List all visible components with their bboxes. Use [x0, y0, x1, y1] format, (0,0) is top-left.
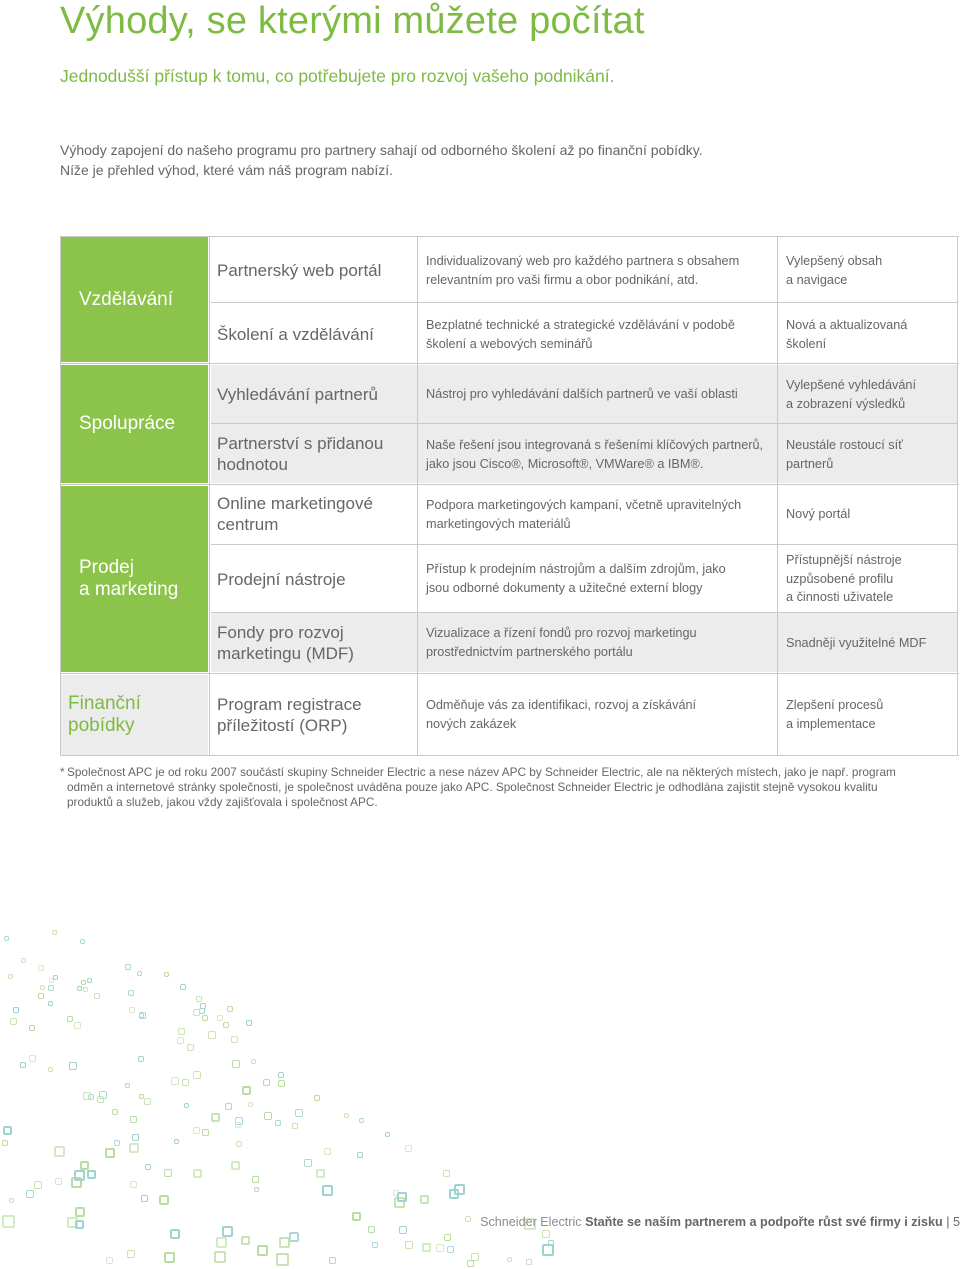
decorative-dot [77, 986, 82, 991]
decorative-dot [180, 984, 186, 990]
text-line: centrum [217, 515, 279, 534]
decorative-dot [542, 1244, 554, 1256]
text-line: marketingových materiálů [426, 516, 571, 531]
feature-improvement [786, 376, 956, 413]
decorative-dot [193, 1071, 201, 1079]
decorative-dot [214, 1251, 226, 1263]
intro-text [60, 140, 800, 180]
decorative-dot [199, 1008, 205, 1014]
decorative-dot [177, 1037, 184, 1044]
text-line: Odměňuje vás za identifikaci, rozvoj a získávání [426, 698, 697, 712]
decorative-dot [128, 990, 134, 996]
feature-improvement [786, 316, 956, 353]
decorative-dot [223, 1022, 229, 1028]
decorative-dot [324, 1148, 331, 1155]
feature-description [426, 316, 771, 353]
decorative-dot [99, 1091, 107, 1099]
decorative-dot [507, 1257, 512, 1262]
decorative-dot [187, 1044, 194, 1051]
decorative-dot [467, 1260, 474, 1267]
decorative-dot [74, 1022, 81, 1029]
text-line: a zobrazení výsledků [786, 396, 906, 411]
decorative-dot [4, 936, 9, 941]
text-line: marketingu (MDF) [217, 644, 354, 663]
decorative-dot [3, 1126, 12, 1135]
decorative-dot [26, 1190, 34, 1198]
text-line: Nová a aktualizovaná [786, 318, 908, 332]
decorative-dot [144, 1098, 151, 1105]
decorative-dot [278, 1080, 285, 1087]
decorative-dot [87, 978, 92, 983]
decorative-dot [164, 1252, 175, 1263]
category-vzdelavani: Vzdělávání [79, 289, 174, 310]
feature-description [426, 560, 771, 597]
decorative-dot [164, 972, 169, 977]
decorative-dot [344, 1113, 349, 1118]
decorative-dot [246, 1020, 252, 1026]
decorative-dot [48, 1001, 53, 1006]
table-divider [211, 423, 958, 424]
decorative-dot [171, 1077, 179, 1085]
page-title: Výhody, se kterými můžete počítat [60, 0, 645, 42]
feature-description [426, 252, 771, 289]
feature-name [217, 622, 407, 664]
category-line: pobídky [68, 715, 135, 736]
table-divider [211, 302, 958, 303]
text-line: Vylepšené vyhledávání [786, 378, 917, 392]
decorative-dot [182, 1079, 189, 1086]
table-divider [211, 544, 958, 545]
decorative-dot [465, 1216, 471, 1222]
page-number: 5 [952, 1215, 960, 1229]
feature-improvement [786, 551, 956, 607]
decorative-dot [184, 1103, 189, 1108]
decorative-dot [329, 1257, 336, 1264]
table-divider [60, 236, 61, 756]
decorative-dot [9, 1198, 14, 1203]
decorative-dot [21, 958, 26, 963]
decorative-dot [54, 1146, 65, 1157]
decorative-dot [38, 993, 44, 999]
decorative-dot [48, 1067, 53, 1072]
feature-name: Partnerský web portál [217, 261, 382, 280]
decorative-dot [125, 964, 131, 970]
text-line: školení [786, 336, 827, 351]
decorative-dot [254, 1187, 259, 1192]
text-line: Vylepšený obsah [786, 254, 883, 268]
decorative-dot [526, 1259, 532, 1265]
decorative-dot [292, 1123, 298, 1129]
text-line: jsou odborné dokumenty a užitečné externí blogy [426, 580, 703, 595]
decorative-dot [83, 987, 88, 992]
footnote-line: produktů a služeb, jakou vždy zajišťovala i společnost APC. [67, 795, 378, 809]
decorative-dot [289, 1232, 299, 1242]
intro-line: Výhody zapojení do našeho programu pro partnery sahají od odborného školení až po finanční pobídky. [60, 142, 703, 158]
decorative-dot [94, 993, 100, 999]
decorative-dot [359, 1118, 364, 1123]
decorative-dot [202, 1129, 209, 1136]
feature-name [217, 493, 407, 535]
text-line: Program registrace [217, 695, 362, 714]
feature-description [426, 385, 771, 404]
decorative-dot [227, 1006, 233, 1012]
feature-improvement [786, 252, 956, 289]
category-line: Finanční [68, 693, 141, 714]
decorative-dot [29, 1025, 35, 1031]
text-line: Online marketingové [217, 494, 373, 513]
decorative-dot [2, 1215, 15, 1228]
text-line: Nový portál [786, 507, 851, 521]
decorative-dot [106, 1257, 113, 1264]
decorative-dot [278, 1072, 284, 1078]
decorative-dot [420, 1195, 429, 1204]
decorative-dot [222, 1226, 233, 1237]
decorative-dot [357, 1152, 363, 1158]
decorative-dot [405, 1145, 412, 1152]
decorative-dot [193, 1009, 200, 1016]
decorative-dot [225, 1103, 232, 1110]
text-line: Nástroj pro vyhledávání dalších partnerů ve vaší oblasti [426, 387, 738, 401]
decorative-dot [80, 939, 85, 944]
decorative-dot [164, 1169, 172, 1177]
decorative-dot [397, 1192, 407, 1202]
decorative-dot [10, 1018, 17, 1025]
category-line: a marketing [79, 579, 179, 600]
decorative-dot [69, 1062, 77, 1070]
decorative-dot [130, 1116, 137, 1123]
decorative-dot [80, 1161, 89, 1170]
decorative-dot [295, 1109, 303, 1117]
feature-name: Vyhledávání partnerů [217, 385, 378, 404]
decorative-dot [241, 1236, 250, 1245]
text-line: relevantním pro vaši firmu a obor podnikání, atd. [426, 272, 699, 287]
decorative-dot [368, 1226, 375, 1233]
footnote-line: Společnost APC je od roku 2007 součástí skupiny Schneider Electric a nese název APC by Schneider Electric, ale na některých místech, jako je např. program [67, 765, 896, 779]
decorative-dot [141, 1195, 148, 1202]
table-divider [417, 236, 418, 756]
decorative-dot [139, 1094, 144, 1099]
text-line: partnerů [786, 456, 834, 471]
category-prodej-marketing [79, 557, 178, 601]
decorative-dot [399, 1226, 407, 1234]
table-divider [61, 363, 959, 364]
decorative-dot [145, 1164, 151, 1170]
feature-description [426, 436, 771, 473]
text-line: Podpora marketingových kampaní, včetně upravitelných [426, 498, 742, 512]
table-divider [61, 236, 959, 237]
decorative-dot [105, 1148, 115, 1158]
table-divider [957, 236, 958, 756]
feature-name: Prodejní nástroje [217, 570, 346, 589]
decorative-dot [52, 930, 57, 935]
decorative-dot [196, 996, 202, 1002]
decorative-dot [34, 1181, 42, 1189]
text-line: Naše řešení jsou integrovaná s řešeními klíčových partnerů, [426, 438, 764, 452]
decorative-dot [405, 1241, 413, 1249]
decorative-dot [170, 1229, 180, 1239]
text-line: Individualizovaný web pro každého partnera s obsahem [426, 254, 740, 268]
category-financni-pobidky [68, 693, 141, 737]
decorative-dot [422, 1243, 431, 1252]
decorative-dot [447, 1246, 454, 1253]
text-line: Snadněji využitelné MDF [786, 636, 927, 650]
category-spoluprace: Spolupráce [79, 413, 176, 434]
footnote-marker: * [60, 765, 65, 779]
text-line: a implementace [786, 716, 876, 731]
footnote [67, 765, 947, 810]
decorative-dot [236, 1141, 242, 1147]
decorative-dot [314, 1095, 320, 1101]
decorative-dot [235, 1122, 241, 1128]
feature-name [217, 694, 407, 736]
decorative-dot [372, 1242, 378, 1248]
feature-improvement [786, 696, 956, 733]
decorative-dot [48, 985, 54, 991]
decorative-dot [211, 1113, 220, 1122]
decorative-dot [231, 1036, 238, 1043]
decorative-dot [276, 1253, 289, 1266]
table-divider [61, 484, 959, 485]
decorative-dot [275, 1120, 281, 1126]
decorative-dot [248, 1102, 253, 1107]
intro-line: Níže je přehled výhod, které vám náš program nabízí. [60, 162, 394, 178]
text-line: Partnerství s přidanou [217, 434, 384, 453]
decorative-dot [436, 1244, 444, 1252]
table-divider [777, 236, 778, 756]
decorative-dot [137, 971, 142, 976]
decorative-dot [178, 1028, 185, 1035]
decorative-dot [231, 1161, 240, 1170]
text-line: a činnosti uživatele [786, 590, 894, 604]
decorative-dot [443, 1170, 450, 1177]
text-line: a navigace [786, 272, 848, 287]
decorative-dot [316, 1169, 325, 1178]
decorative-dot [81, 980, 86, 985]
decorative-dot [55, 1178, 62, 1185]
text-line: Přístup k prodejním nástrojům a dalším zdrojům, jako [426, 562, 726, 576]
decorative-dot [83, 1092, 91, 1100]
feature-improvement [786, 634, 956, 653]
decorative-dot [352, 1212, 361, 1221]
text-line: Přístupnější nástroje [786, 553, 902, 567]
text-line: Vizualizace a řízení fondů pro rozvoj marketingu [426, 626, 697, 640]
feature-name [217, 433, 407, 475]
text-line: Bezplatné technické a strategické vzdělávání v podobě [426, 318, 735, 332]
decorative-dot [217, 1015, 223, 1021]
feature-improvement [786, 436, 956, 473]
decorative-dot [322, 1185, 333, 1196]
page-subtitle: Jednodušší přístup k tomu, co potřebujete pro rozvoj vašeho podnikání. [60, 66, 615, 86]
decorative-dot [216, 1237, 227, 1248]
feature-description [426, 496, 771, 533]
decorative-dot [208, 1031, 216, 1039]
text-line: Fondy pro rozvoj [217, 623, 344, 642]
decorative-dot [112, 1109, 118, 1115]
decorative-dot [257, 1245, 268, 1256]
text-line: Zlepšení procesů [786, 698, 884, 712]
decorative-dot [304, 1159, 312, 1167]
footnote-line: odměn a internetové stránky společnosti, je společnost uváděna pouze jako APC. Společnost Schneider Electric je odhodlána zajistit stejně vysokou kvalitu [67, 780, 878, 794]
decorative-dot [13, 1007, 19, 1013]
decorative-dot [385, 1132, 390, 1137]
decorative-dot [129, 1007, 135, 1013]
category-line: Prodej [79, 557, 134, 578]
decorative-dot [264, 1112, 272, 1120]
feature-name: Školení a vzdělávání [217, 325, 374, 344]
decorative-dot [75, 1220, 84, 1229]
page-footer [480, 1215, 960, 1229]
decorative-dot [444, 1234, 451, 1241]
decorative-dot [75, 1207, 85, 1217]
decorative-dot [74, 1170, 85, 1181]
decorative-dot [2, 1140, 8, 1146]
decorative-dot [127, 1250, 135, 1258]
table-divider [61, 755, 959, 756]
decorative-dot [232, 1060, 240, 1068]
decorative-dot [159, 1195, 169, 1205]
footer-brand: Schneider Electric [480, 1215, 582, 1229]
decorative-dot [252, 1176, 259, 1183]
text-line: Neustále rostoucí síť [786, 438, 903, 452]
decorative-dot [129, 1143, 139, 1153]
decorative-dot [40, 985, 45, 990]
table-divider [61, 673, 959, 674]
text-line: jako jsou Cisco®, Microsoft®, VMWare® a IBM®. [426, 456, 704, 471]
decorative-dot [174, 1139, 179, 1144]
feature-description [426, 696, 771, 733]
decorative-dot [202, 1015, 208, 1021]
decorative-dot [53, 975, 58, 980]
footer-separator: | [946, 1215, 950, 1229]
decorative-dot [542, 1230, 550, 1238]
footer-tagline: Staňte se naším partnerem a podpořte růst své firmy i zisku [585, 1215, 943, 1229]
table-divider [209, 236, 210, 756]
decorative-dot [67, 1016, 73, 1022]
decorative-dot [132, 1134, 139, 1141]
decorative-dot [29, 1055, 36, 1062]
decorative-dot [130, 1181, 137, 1188]
decorative-dot [87, 1170, 96, 1179]
decorative-dot [138, 1056, 144, 1062]
decorative-dot [139, 1012, 146, 1019]
text-line: uzpůsobené profilu [786, 571, 894, 586]
decorative-dot [8, 974, 13, 979]
text-line: prostřednictvím partnerského portálu [426, 644, 633, 659]
feature-improvement [786, 505, 956, 524]
text-line: školení a webových seminářů [426, 336, 593, 351]
decorative-dot [38, 965, 44, 971]
text-line: nových zakázek [426, 716, 517, 731]
decorative-dot [449, 1189, 459, 1199]
text-line: hodnotou [217, 455, 288, 474]
decorative-dot [193, 1127, 200, 1134]
decorative-dot [251, 1059, 256, 1064]
feature-description [426, 624, 771, 661]
decorative-dot [125, 1083, 130, 1088]
text-line: příležitostí (ORP) [217, 716, 348, 735]
decorative-dot [263, 1079, 270, 1086]
decorative-dot [114, 1140, 120, 1146]
decorative-dot [242, 1086, 251, 1095]
decorative-dot [20, 1062, 26, 1068]
table-divider [211, 612, 958, 613]
decorative-dot [193, 1169, 202, 1178]
